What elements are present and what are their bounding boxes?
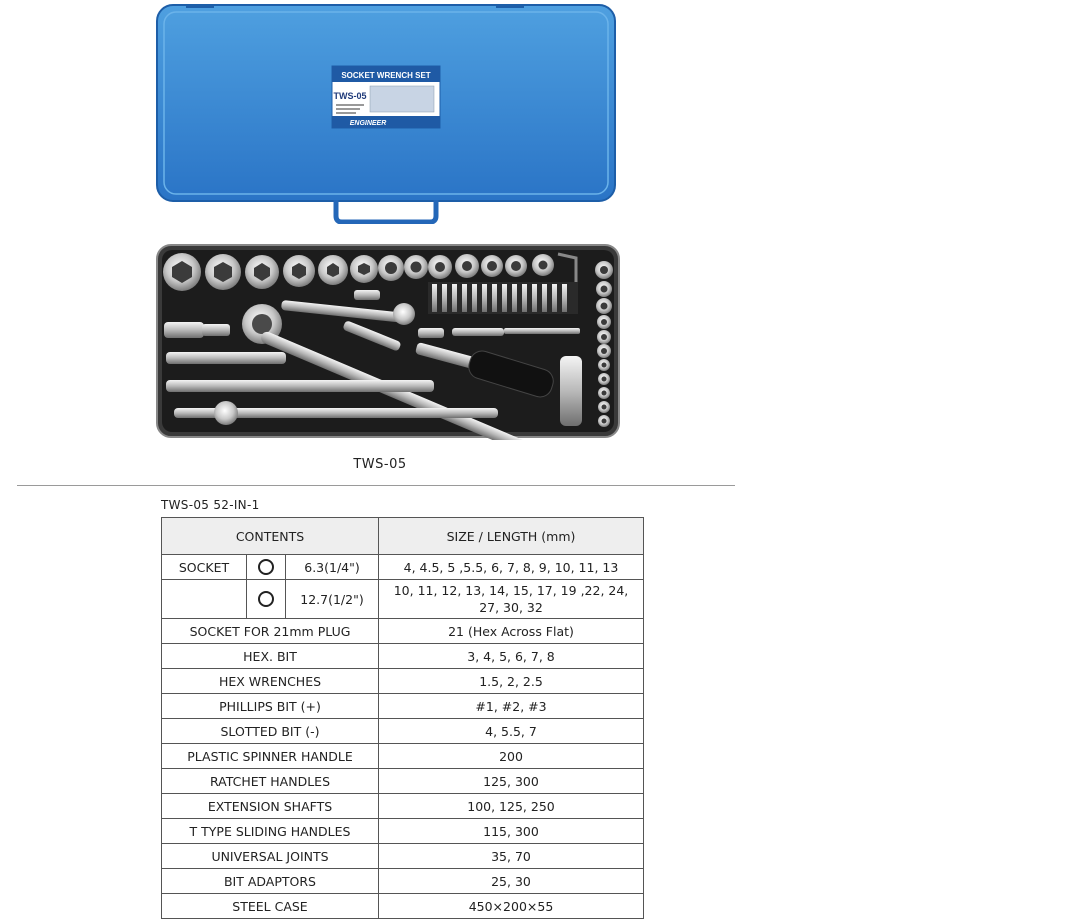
socket-sizes: 4, 4.5, 5 ,5.5, 6, 7, 8, 9, 10, 11, 13: [379, 555, 644, 580]
table-row: [162, 555, 644, 580]
item-size: 450×200×55: [379, 894, 644, 919]
table-row: [162, 844, 644, 869]
table-row: [162, 894, 644, 919]
item-size: 1.5, 2, 2.5: [379, 669, 644, 694]
tool-tray-image: [156, 244, 620, 440]
lid-title-text: SOCKET WRENCH SET: [341, 71, 431, 80]
table-header-row: [162, 518, 644, 555]
item-size: 21 (Hex Across Flat): [379, 619, 644, 644]
table-row: [162, 744, 644, 769]
table-row: [162, 644, 644, 669]
socket-drive: 6.3(1/4"): [286, 555, 379, 580]
item-name: RATCHET HANDLES: [162, 769, 379, 794]
item-name: T TYPE SLIDING HANDLES: [162, 819, 379, 844]
case-lid-image: [156, 4, 616, 224]
socket-ring-icon: [247, 580, 286, 619]
item-name: BIT ADAPTORS: [162, 869, 379, 894]
item-name: HEX WRENCHES: [162, 669, 379, 694]
item-name: EXTENSION SHAFTS: [162, 794, 379, 819]
socket-label: SOCKET: [162, 555, 247, 580]
item-size: 25, 30: [379, 869, 644, 894]
table-row: [162, 619, 644, 644]
item-size: 125, 300: [379, 769, 644, 794]
socket-ring-icon: [247, 555, 286, 580]
item-size: 100, 125, 250: [379, 794, 644, 819]
item-size: 115, 300: [379, 819, 644, 844]
product-caption: TWS-05: [353, 457, 407, 472]
item-name: HEX. BIT: [162, 644, 379, 669]
header-size: SIZE / LENGTH (mm): [379, 518, 644, 555]
table-row: [162, 769, 644, 794]
socket-label: [162, 580, 247, 619]
item-name: UNIVERSAL JOINTS: [162, 844, 379, 869]
table-row: [162, 719, 644, 744]
spec-table: [161, 517, 644, 919]
set-title: TWS-05 52-IN-1: [161, 498, 260, 512]
item-name: PHILLIPS BIT (+): [162, 694, 379, 719]
section-divider: [17, 485, 735, 486]
item-name: STEEL CASE: [162, 894, 379, 919]
lid-model-text: TWS-05: [333, 91, 367, 101]
header-contents: CONTENTS: [162, 518, 379, 555]
item-size: 3, 4, 5, 6, 7, 8: [379, 644, 644, 669]
socket-sizes: 10, 11, 12, 13, 14, 15, 17, 19 ,22, 24, 27, 30, 32: [379, 580, 644, 619]
item-name: PLASTIC SPINNER HANDLE: [162, 744, 379, 769]
item-size: 4, 5.5, 7: [379, 719, 644, 744]
table-row: [162, 819, 644, 844]
lid-brand-text: ENGINEER: [349, 120, 387, 127]
socket-drive: 12.7(1/2"): [286, 580, 379, 619]
bit-rack: [428, 282, 578, 314]
item-name: SOCKET FOR 21mm PLUG: [162, 619, 379, 644]
table-row: [162, 794, 644, 819]
item-size: 200: [379, 744, 644, 769]
table-row: [162, 869, 644, 894]
item-name: SLOTTED BIT (-): [162, 719, 379, 744]
item-size: 35, 70: [379, 844, 644, 869]
table-row: [162, 669, 644, 694]
table-row: [162, 580, 644, 619]
item-size: #1, #2, #3: [379, 694, 644, 719]
table-row: [162, 694, 644, 719]
